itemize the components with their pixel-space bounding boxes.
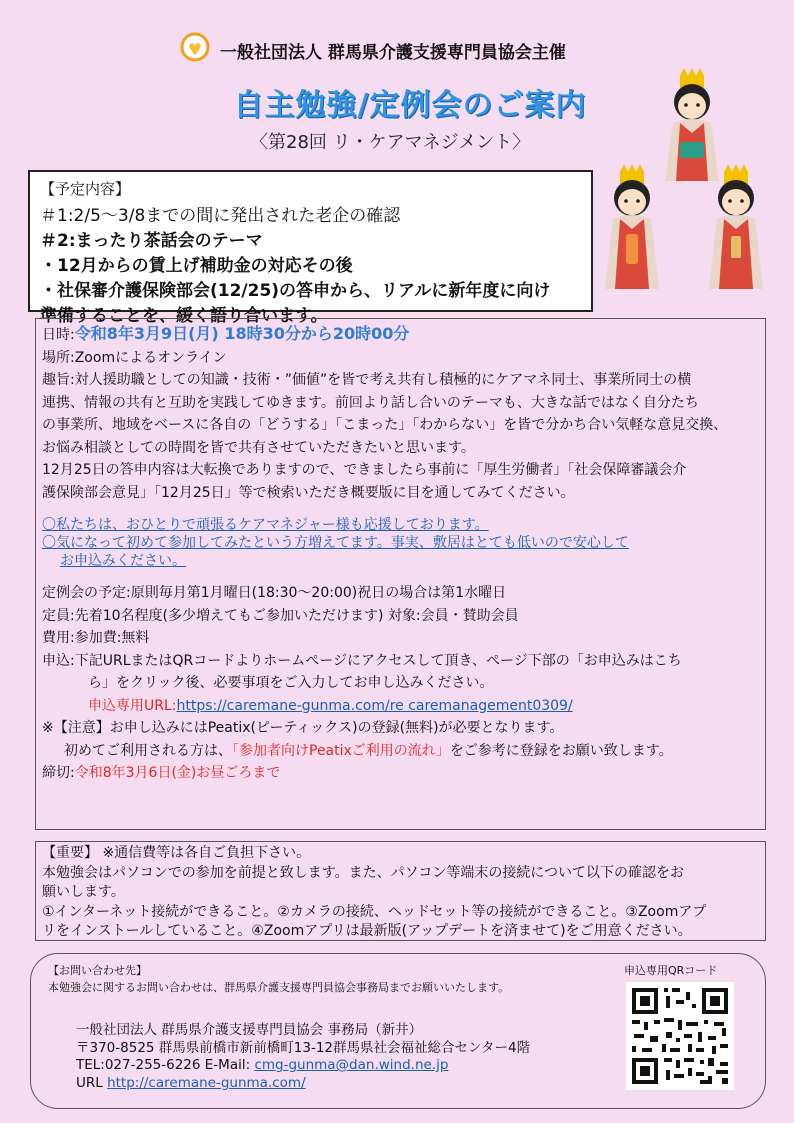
purpose-line: 12月25日の答申内容は大転換でありますので、できましたら事前に「厚生労働者」「社会保障審議会介 [42, 462, 687, 478]
important-line: ①インターネット接続ができること。②カメラの接続、ヘッドセット等の接続ができること。③Zoomアプ [42, 903, 707, 920]
schedule-item: ＃1:2/5～3/8までの間に発出された老企の確認 [40, 206, 401, 226]
contact-heading: 【お問い合わせ先】 [48, 964, 147, 977]
url-label: URL [76, 1074, 108, 1091]
apply-url-line [42, 695, 759, 718]
purpose-line: 連携、情報の共有と互助を実践してゆきます。前回より話し合いのテーマも、大きな話ではなく自分たち [42, 394, 699, 411]
email-link[interactable]: cmg-gunma@dan.wind.ne.jp [254, 1057, 449, 1073]
doll-right [709, 164, 763, 289]
apply-url-link[interactable]: https://caremane-gunma.com/re caremanagement0309/ [176, 697, 573, 714]
spacer [42, 570, 759, 582]
purpose-line: 趣旨:対人援助職としての知識・技術・”価値”を皆で考え共有し積極的にケアマネ同士、事業所同士の横 [42, 372, 692, 388]
schedule-item: ・12月からの賃上げ補助金の対応その後 [40, 256, 353, 276]
qr-label: 申込専用QRコード [624, 964, 718, 977]
support-line[interactable]: 〇私たちは、おひとりで頑張るケアマネジャー様も応援しております。 [42, 517, 489, 533]
deadline [42, 762, 759, 785]
date-label: 日時: [42, 327, 75, 343]
contact-tel-email [76, 1057, 530, 1075]
purpose-line: の事業所、地域をベースに各自の「どうする」「こまった」「わからない」を皆で分かち合い気軽な意見交換、 [42, 417, 728, 433]
peatix-note: ※【注意】お申し込みにはPeatix(ピーティックス)の登録(無料)が必要となります。 [42, 720, 564, 736]
schedule-item: ・社保審介護保険部会(12/25)の答申から、リアルに新年度に向け [40, 281, 551, 301]
schedule-item: 準備することを、緩く語り合います。 [40, 306, 328, 326]
purpose-line: 護保険部会意見」「12月25日」等で検索いただき概要版に目を通してみてください。 [42, 484, 575, 501]
contact-org: 一般社団法人 群馬県介護支援専門員協会 事務局（新井） [76, 1022, 423, 1038]
important-line: 【重要】 ※通信費等は各自ご負担下さい。 [42, 845, 311, 861]
support-line[interactable]: 〇気になって初めて参加してみたという方増えてます。事実、敷居はとても低いので安心して [42, 535, 629, 551]
fee: 費用:参加費:無料 [42, 630, 150, 646]
contact-intro-text: 本勉強会に関するお問い合わせは、群馬県介護支援専門員協会事務局までお願いいたします。 [48, 981, 510, 994]
purpose-line: お悩み相談としての時間を皆で共有させていただきたいと思います。 [42, 439, 475, 456]
contact-intro [48, 962, 509, 996]
website-link[interactable]: http://caremane-gunma.com/ [107, 1074, 306, 1091]
contact-details [76, 1022, 530, 1092]
important-line: 願いします。 [42, 884, 125, 900]
apply-line: 申込:下記URLまたはQRコードよりホームぺージにアクセスして頂き、ぺージ下部の「お申込みはこち [42, 652, 682, 669]
page-subtitle: 〈第28回 リ・ケアマネジメント〉 [250, 132, 531, 153]
page-title: 自主勉強/定例会のご案内 [233, 88, 587, 123]
important-line: リをインストールしていること。④Zoomアプリは最新版(アップデートを済ませて)をご用意ください。 [42, 923, 692, 939]
organizer-text: 一般社団法人 群馬県介護支援専門員協会主催 [220, 43, 566, 63]
regular-schedule: 定例会の予定:原則毎月第1月曜日(18:30～20:00)祝日の場合は第1水曜日 [42, 585, 507, 601]
event-date [42, 323, 759, 347]
doll-top [665, 68, 719, 181]
spacer [42, 504, 759, 516]
event-info-box [35, 318, 766, 830]
note2-pre: 初めてご利用される方は、 [64, 742, 232, 759]
tel-label: TEL:027-255-6226 E-Mail: [76, 1057, 255, 1073]
schedule-heading: 【予定内容】 [40, 180, 131, 198]
hina-dolls-illustration [600, 68, 790, 298]
capacity: 定員:先着10名程度(多少増えてもご参加いただけます) 対象:会員・賛助会員 [42, 607, 519, 624]
schedule-box [28, 170, 593, 326]
apply-line: ら」をクリック後、必要事項をご入力してお申し込みください。 [88, 675, 494, 691]
peatix-guide-link[interactable]: 「参加者向けPeatixご利用の流れ」 [232, 742, 450, 759]
peatix-note-2 [42, 740, 759, 763]
support-line[interactable]: お申込みください。 [60, 553, 186, 569]
important-notice-box [35, 841, 766, 941]
note2-post: をご参考に登録をお願い致します。 [449, 742, 673, 759]
schedule-item: ＃2:まったり茶話会のテーマ [40, 231, 263, 251]
apply-url-label: 申込専用URL: [88, 697, 177, 714]
event-place: 場所:Zoomによるオンライン [42, 349, 227, 366]
deadline-value: 令和8年3月6日(金)お昼ごろまで [74, 765, 281, 781]
contact-address: 〒370-8525 群馬県前橋市新前橋町13-12群馬県社会福祉総合センター4階 [76, 1039, 531, 1056]
date-value: 令和8年3月9日(月) 18時30分から20時00分 [74, 324, 410, 343]
contact-url [76, 1075, 530, 1093]
qr-code-icon[interactable] [626, 982, 734, 1090]
deadline-label: 締切: [42, 765, 75, 781]
important-line: 本勉強会はパソコンでの参加を前提と致します。また、パソコン等端末の接続について以下の確認をお [42, 864, 685, 881]
association-logo [180, 32, 210, 62]
doll-left [605, 164, 659, 289]
